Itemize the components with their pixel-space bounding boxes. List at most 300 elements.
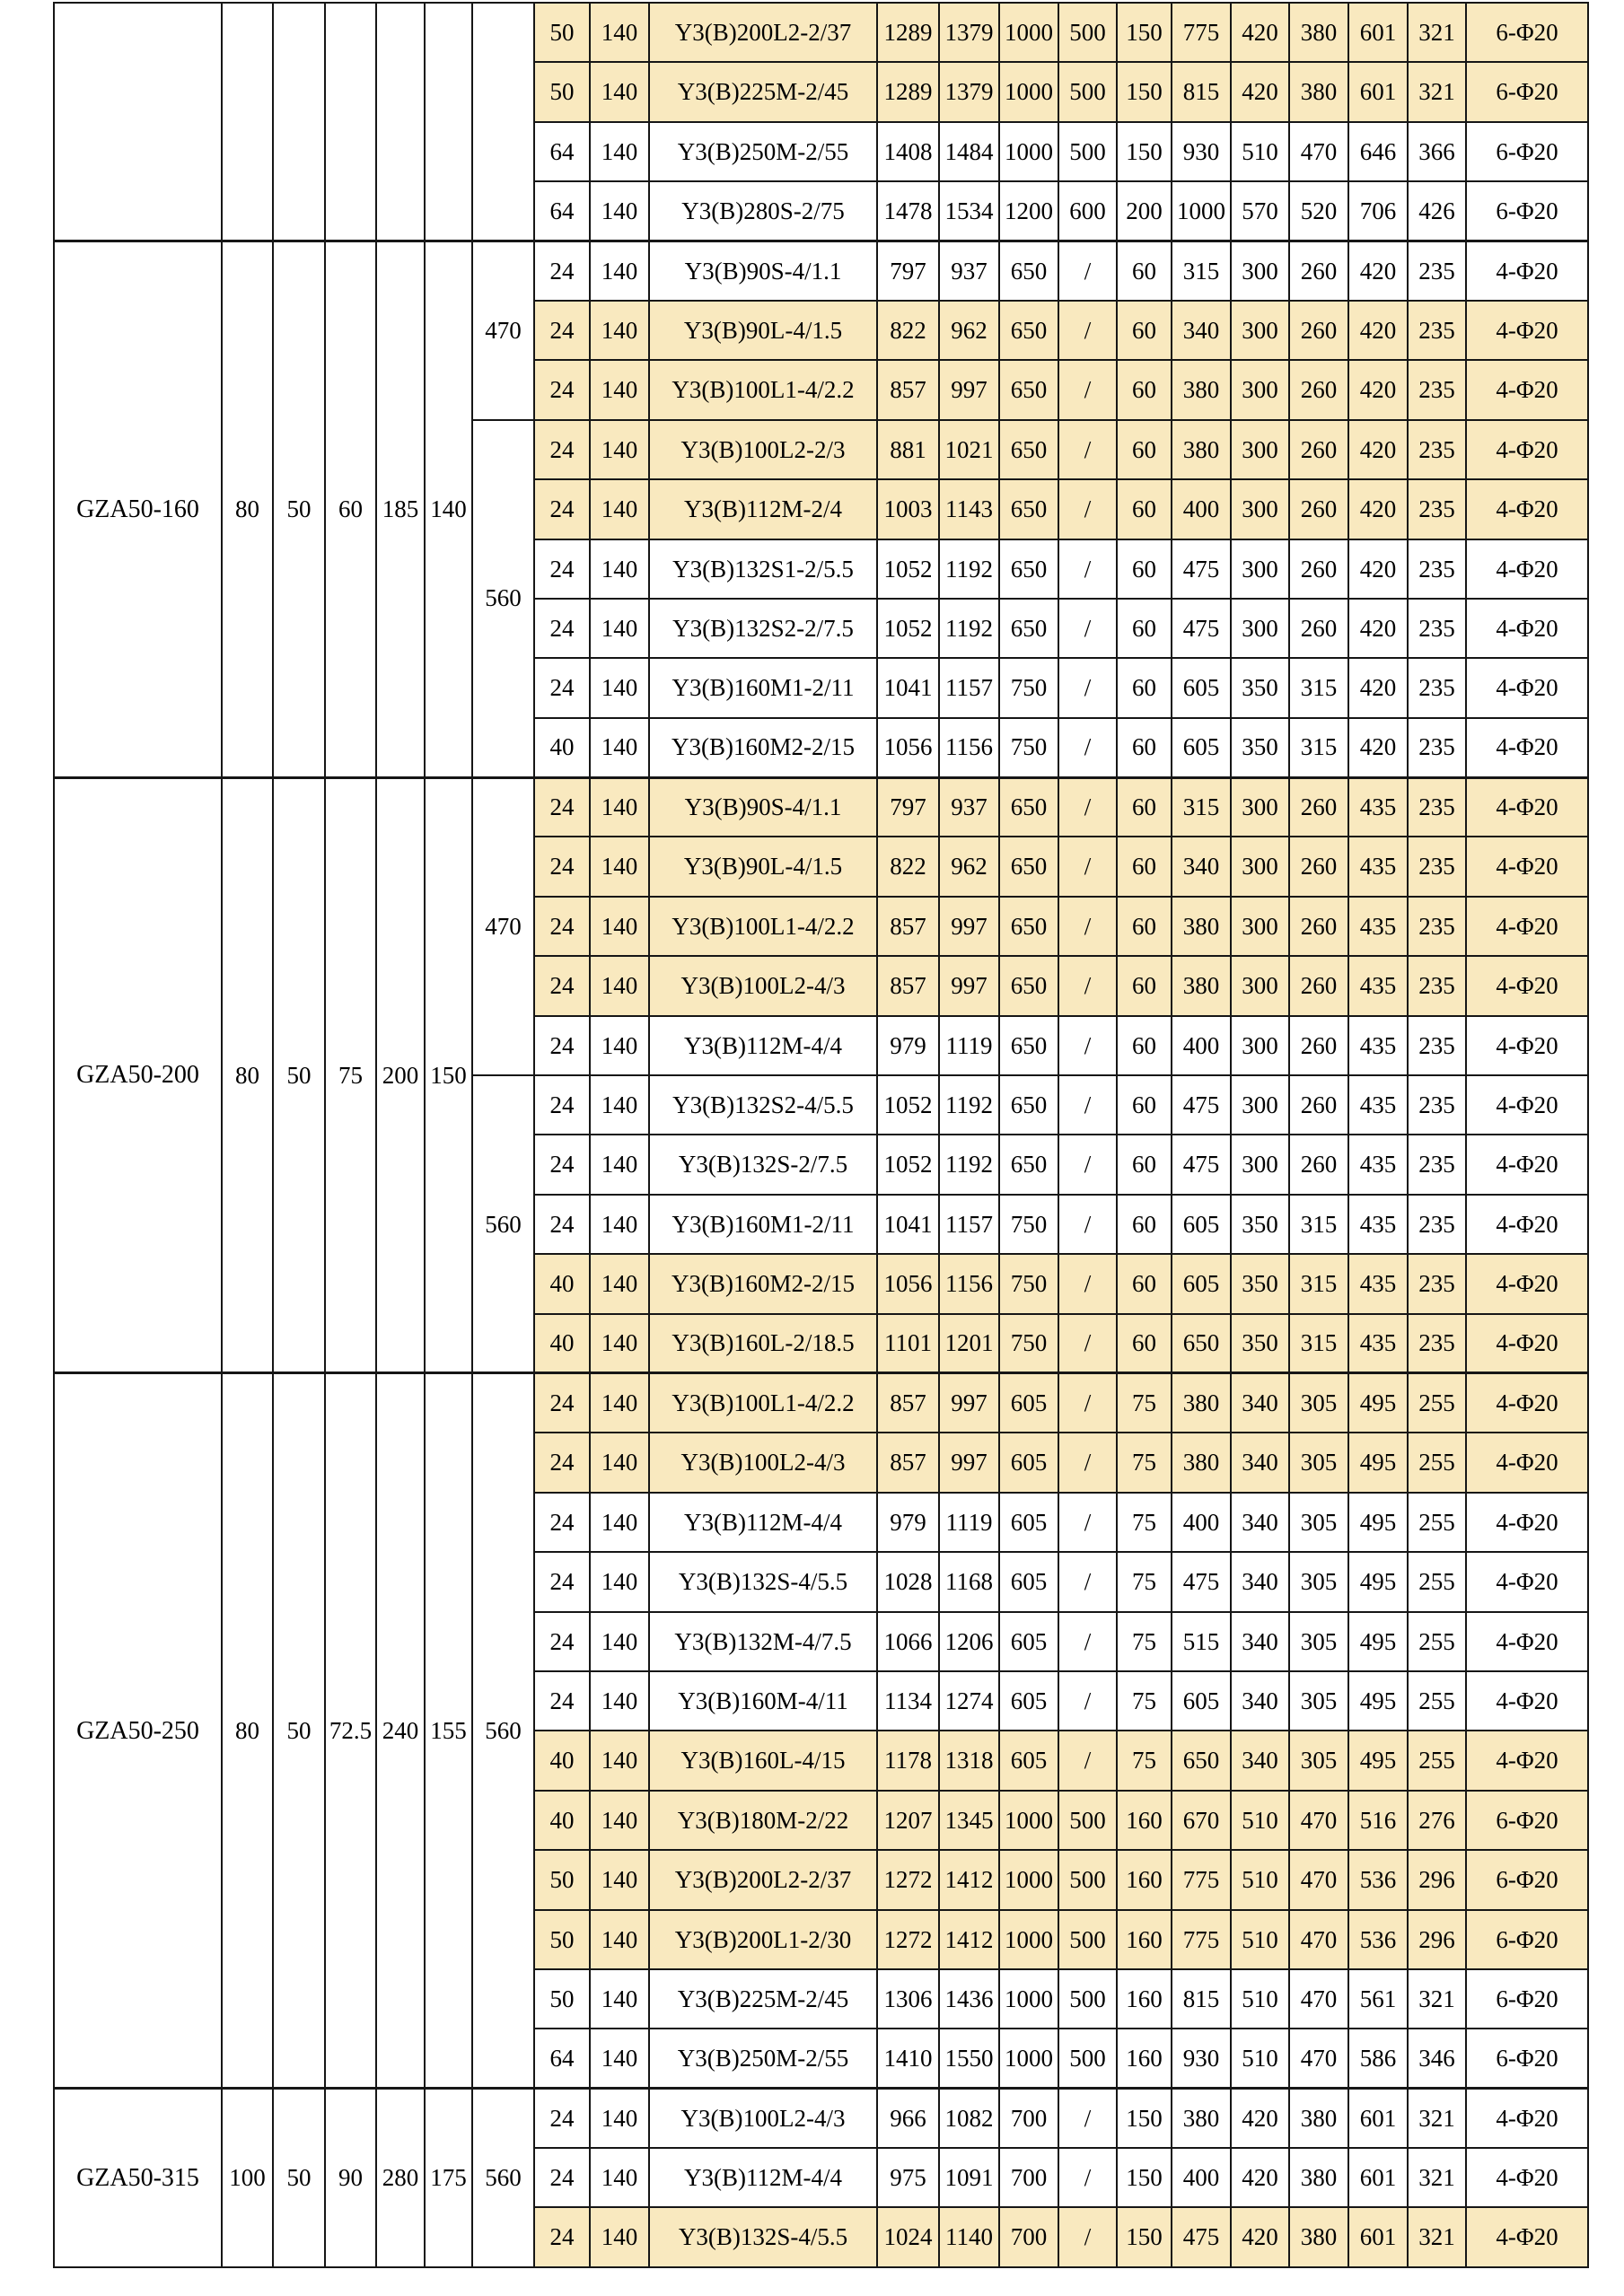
spec-cell: 150: [1117, 2207, 1172, 2266]
spec-cell: 1192: [939, 599, 999, 658]
spec-cell: /: [1058, 1612, 1117, 1671]
spec-cell: 260: [1289, 1135, 1348, 1194]
spec-cell: 24: [534, 1373, 590, 1433]
spec-cell: Y3(B)160M1-2/11: [649, 658, 877, 717]
spec-cell: 140: [590, 777, 649, 837]
spec-cell: 495: [1348, 1612, 1408, 1671]
spec-cell: 1066: [877, 1612, 939, 1671]
spec-cell: 822: [877, 301, 939, 360]
spec-cell: 4-Φ20: [1466, 1373, 1588, 1433]
spec-cell: Y3(B)100L2-4/3: [649, 1433, 877, 1492]
spec-cell: 24: [534, 539, 590, 599]
spec-cell: /: [1058, 837, 1117, 896]
spec-cell: 997: [939, 1433, 999, 1492]
spec-cell: 300: [1231, 837, 1289, 896]
spec-cell: Y3(B)160M2-2/15: [649, 718, 877, 777]
spec-cell: 300: [1231, 420, 1289, 479]
spec-cell: /: [1058, 301, 1117, 360]
spec-cell: 962: [939, 301, 999, 360]
spec-cell: 1156: [939, 718, 999, 777]
spec-cell: 321: [1408, 2089, 1466, 2148]
spec-cell: 140: [590, 897, 649, 956]
dimension-cell: [273, 3, 325, 241]
spec-cell: 1274: [939, 1671, 999, 1731]
spec-cell: 315: [1289, 658, 1348, 717]
spec-cell: 1436: [939, 1969, 999, 2029]
spec-cell: 857: [877, 360, 939, 419]
spec-cell: 857: [877, 897, 939, 956]
spec-cell: 435: [1348, 956, 1408, 1015]
spec-cell: Y3(B)200L2-2/37: [649, 3, 877, 62]
spec-cell: 601: [1348, 2148, 1408, 2207]
spec-cell: 75: [1117, 1671, 1172, 1731]
spec-cell: 420: [1231, 2089, 1289, 2148]
spec-cell: 605: [1172, 658, 1231, 717]
spec-cell: 60: [1117, 837, 1172, 896]
spec-cell: 1024: [877, 2207, 939, 2266]
spec-cell: 4-Φ20: [1466, 956, 1588, 1015]
spec-cell: 601: [1348, 2089, 1408, 2148]
spec-cell: 400: [1172, 1016, 1231, 1075]
spec-cell: 235: [1408, 420, 1466, 479]
spec-cell: 400: [1172, 2148, 1231, 2207]
spec-cell: 4-Φ20: [1466, 2207, 1588, 2266]
dimension-cell: 175: [425, 2089, 472, 2267]
spec-cell: 305: [1289, 1612, 1348, 1671]
spec-cell: 4-Φ20: [1466, 360, 1588, 419]
spec-cell: 340: [1231, 1433, 1289, 1492]
spec-cell: 500: [1058, 2029, 1117, 2088]
spec-cell: 1091: [939, 2148, 999, 2207]
spec-cell: 1550: [939, 2029, 999, 2088]
spec-cell: 235: [1408, 360, 1466, 419]
table-row: [54, 1373, 1588, 1433]
spec-cell: 650: [999, 1016, 1058, 1075]
spec-cell: 380: [1172, 956, 1231, 1015]
spec-cell: 60: [1117, 1254, 1172, 1313]
spec-cell: 40: [534, 1791, 590, 1850]
spec-cell: 979: [877, 1016, 939, 1075]
spec-cell: 296: [1408, 1850, 1466, 1909]
spec-cell: 435: [1348, 777, 1408, 837]
spec-cell: 60: [1117, 1016, 1172, 1075]
spec-cell: 475: [1172, 1075, 1231, 1135]
spec-cell: 140: [590, 1314, 649, 1373]
spec-cell: 4-Φ20: [1466, 2148, 1588, 2207]
spec-cell: Y3(B)90S-4/1.1: [649, 777, 877, 837]
spec-cell: 420: [1348, 420, 1408, 479]
spec-cell: 997: [939, 360, 999, 419]
spec-cell: 700: [999, 2089, 1058, 2148]
spec-cell: Y3(B)100L2-4/3: [649, 2089, 877, 2148]
spec-cell: 235: [1408, 539, 1466, 599]
spec-cell: 140: [590, 1135, 649, 1194]
spec-cell: 255: [1408, 1493, 1466, 1552]
spec-cell: 235: [1408, 1254, 1466, 1313]
spec-cell: 24: [534, 420, 590, 479]
spec-cell: 340: [1231, 1552, 1289, 1611]
spec-cell: 937: [939, 777, 999, 837]
spec-cell: 1408: [877, 122, 939, 181]
spec-cell: 260: [1289, 241, 1348, 301]
spec-cell: 340: [1231, 1731, 1289, 1790]
spec-cell: 1192: [939, 1135, 999, 1194]
spec-cell: 857: [877, 1433, 939, 1492]
spec-cell: 350: [1231, 1314, 1289, 1373]
spec-cell: 1000: [999, 1969, 1058, 2029]
spec-cell: 6-Φ20: [1466, 181, 1588, 241]
spec-cell: 605: [999, 1493, 1058, 1552]
spec-cell: 321: [1408, 2207, 1466, 2266]
spec-cell: 605: [1172, 1671, 1231, 1731]
spec-cell: 706: [1348, 181, 1408, 241]
spec-cell: 1134: [877, 1671, 939, 1731]
spec-cell: 650: [999, 479, 1058, 539]
spec-cell: Y3(B)160L-2/18.5: [649, 1314, 877, 1373]
spec-cell: Y3(B)112M-4/4: [649, 1016, 877, 1075]
spec-cell: 1056: [877, 1254, 939, 1313]
spec-cell: 140: [590, 2207, 649, 2266]
spec-cell: 380: [1172, 360, 1231, 419]
spec-cell: Y3(B)160M2-2/15: [649, 1254, 877, 1313]
spec-cell: 6-Φ20: [1466, 1910, 1588, 1969]
spec-cell: 64: [534, 122, 590, 181]
spec-cell: 1000: [999, 62, 1058, 121]
spec-cell: 605: [999, 1612, 1058, 1671]
spec-cell: 601: [1348, 2207, 1408, 2266]
spec-cell: 4-Φ20: [1466, 837, 1588, 896]
spec-cell: 470: [1289, 122, 1348, 181]
spec-cell: 420: [1231, 2207, 1289, 2266]
spec-cell: 1000: [1172, 181, 1231, 241]
spec-cell: 140: [590, 3, 649, 62]
spec-cell: 4-Φ20: [1466, 241, 1588, 301]
spec-cell: 60: [1117, 599, 1172, 658]
spec-cell: Y3(B)112M-4/4: [649, 2148, 877, 2207]
spec-cell: 305: [1289, 1671, 1348, 1731]
spec-cell: Y3(B)112M-2/4: [649, 479, 877, 539]
spec-cell: 24: [534, 1135, 590, 1194]
spec-cell: 1052: [877, 539, 939, 599]
dimension-cell: 280: [376, 2089, 425, 2267]
spec-cell: 64: [534, 181, 590, 241]
spec-cell: 857: [877, 956, 939, 1015]
spec-cell: 1101: [877, 1314, 939, 1373]
spec-cell: 470: [1289, 2029, 1348, 2088]
spec-cell: 435: [1348, 1016, 1408, 1075]
spec-cell: 4-Φ20: [1466, 1493, 1588, 1552]
spec-cell: 601: [1348, 3, 1408, 62]
spec-cell: 140: [590, 2089, 649, 2148]
spec-cell: 340: [1231, 1612, 1289, 1671]
spec-cell: 6-Φ20: [1466, 122, 1588, 181]
spec-cell: 350: [1231, 658, 1289, 717]
spec-cell: 435: [1348, 1195, 1408, 1254]
spec-cell: 815: [1172, 62, 1231, 121]
model-name-cell: [54, 3, 222, 241]
spec-cell: /: [1058, 1731, 1117, 1790]
spec-cell: 300: [1231, 1075, 1289, 1135]
spec-cell: 4-Φ20: [1466, 1016, 1588, 1075]
spec-cell: 1207: [877, 1791, 939, 1850]
spec-cell: 140: [590, 2029, 649, 2088]
spec-cell: /: [1058, 360, 1117, 419]
spec-cell: 4-Φ20: [1466, 897, 1588, 956]
spec-cell: 60: [1117, 479, 1172, 539]
spec-cell: 1000: [999, 122, 1058, 181]
spec-cell: 260: [1289, 897, 1348, 956]
spec-cell: Y3(B)160M1-2/11: [649, 1195, 877, 1254]
spec-cell: 495: [1348, 1731, 1408, 1790]
spec-cell: 500: [1058, 3, 1117, 62]
spec-cell: 420: [1348, 658, 1408, 717]
spec-cell: 160: [1117, 1791, 1172, 1850]
spec-cell: 60: [1117, 420, 1172, 479]
spec-cell: 235: [1408, 1075, 1466, 1135]
spec-cell: 495: [1348, 1671, 1408, 1731]
spec-cell: 24: [534, 1075, 590, 1135]
spec-cell: Y3(B)132M-4/7.5: [649, 1612, 877, 1671]
spec-cell: 750: [999, 1254, 1058, 1313]
spec-cell: 4-Φ20: [1466, 1552, 1588, 1611]
spec-cell: 510: [1231, 2029, 1289, 2088]
spec-cell: Y3(B)100L2-4/3: [649, 956, 877, 1015]
spec-cell: 315: [1172, 241, 1231, 301]
spec-cell: 60: [1117, 360, 1172, 419]
spec-cell: 605: [999, 1433, 1058, 1492]
spec-cell: 500: [1058, 122, 1117, 181]
spec-cell: 650: [999, 837, 1058, 896]
spec-cell: 1021: [939, 420, 999, 479]
spec-cell: 4-Φ20: [1466, 479, 1588, 539]
spec-cell: 235: [1408, 1195, 1466, 1254]
spec-cell: Y3(B)250M-2/55: [649, 2029, 877, 2088]
spec-cell: Y3(B)132S2-2/7.5: [649, 599, 877, 658]
spec-cell: 495: [1348, 1433, 1408, 1492]
spec-cell: 140: [590, 1910, 649, 1969]
spec-cell: 1272: [877, 1910, 939, 1969]
spec-cell: 1201: [939, 1314, 999, 1373]
spec-cell: 1000: [999, 1850, 1058, 1909]
spec-cell: 1289: [877, 62, 939, 121]
spec-cell: 321: [1408, 1969, 1466, 2029]
spec-cell: 50: [534, 1850, 590, 1909]
speed-cell: 470: [472, 241, 534, 420]
spec-cell: Y3(B)160M-4/11: [649, 1671, 877, 1731]
spec-cell: Y3(B)112M-4/4: [649, 1493, 877, 1552]
spec-table: [53, 2, 1589, 2268]
spec-cell: 1041: [877, 658, 939, 717]
dimension-cell: 155: [425, 1373, 472, 2089]
spec-cell: 4-Φ20: [1466, 1433, 1588, 1492]
dimension-cell: 90: [325, 2089, 376, 2267]
spec-cell: 140: [590, 1195, 649, 1254]
spec-cell: 475: [1172, 2207, 1231, 2266]
spec-cell: 40: [534, 1314, 590, 1373]
spec-cell: Y3(B)100L1-4/2.2: [649, 897, 877, 956]
spec-cell: 6-Φ20: [1466, 62, 1588, 121]
spec-cell: 6-Φ20: [1466, 1969, 1588, 2029]
spec-cell: 997: [939, 897, 999, 956]
spec-cell: 495: [1348, 1373, 1408, 1433]
spec-cell: 315: [1289, 1254, 1348, 1313]
spec-cell: 60: [1117, 718, 1172, 777]
spec-cell: Y3(B)280S-2/75: [649, 181, 877, 241]
spec-cell: 561: [1348, 1969, 1408, 2029]
dimension-cell: 80: [222, 777, 273, 1373]
spec-cell: Y3(B)90L-4/1.5: [649, 301, 877, 360]
spec-cell: 255: [1408, 1552, 1466, 1611]
spec-cell: 536: [1348, 1910, 1408, 1969]
spec-cell: 1478: [877, 181, 939, 241]
spec-cell: 140: [590, 2148, 649, 2207]
spec-cell: /: [1058, 718, 1117, 777]
spec-cell: Y3(B)132S-2/7.5: [649, 1135, 877, 1194]
spec-cell: 605: [1172, 1254, 1231, 1313]
spec-cell: /: [1058, 1195, 1117, 1254]
spec-cell: 315: [1289, 718, 1348, 777]
spec-cell: Y3(B)225M-2/45: [649, 62, 877, 121]
spec-cell: 140: [590, 1731, 649, 1790]
spec-cell: 1206: [939, 1612, 999, 1671]
spec-cell: /: [1058, 1254, 1117, 1313]
dimension-cell: 80: [222, 1373, 273, 2089]
spec-cell: 60: [1117, 1075, 1172, 1135]
spec-cell: 60: [1117, 1314, 1172, 1373]
spec-cell: 305: [1289, 1493, 1348, 1552]
spec-cell: Y3(B)132S-4/5.5: [649, 2207, 877, 2266]
spec-cell: 4-Φ20: [1466, 1612, 1588, 1671]
spec-cell: 420: [1348, 718, 1408, 777]
spec-cell: 1306: [877, 1969, 939, 2029]
spec-cell: 300: [1231, 956, 1289, 1015]
spec-cell: 937: [939, 241, 999, 301]
spec-cell: 966: [877, 2089, 939, 2148]
spec-cell: 1041: [877, 1195, 939, 1254]
spec-cell: 160: [1117, 2029, 1172, 2088]
spec-cell: /: [1058, 1314, 1117, 1373]
spec-cell: 235: [1408, 1314, 1466, 1373]
spec-cell: 300: [1231, 599, 1289, 658]
spec-cell: 340: [1231, 1671, 1289, 1731]
spec-cell: 930: [1172, 2029, 1231, 2088]
spec-cell: Y3(B)132S1-2/5.5: [649, 539, 877, 599]
spec-cell: 235: [1408, 837, 1466, 896]
spec-cell: /: [1058, 2207, 1117, 2266]
spec-cell: 380: [1172, 1373, 1231, 1433]
spec-cell: Y3(B)200L1-2/30: [649, 1910, 877, 1969]
spec-cell: 140: [590, 539, 649, 599]
speed-cell: [472, 3, 534, 241]
spec-cell: 815: [1172, 1969, 1231, 2029]
spec-cell: 650: [999, 956, 1058, 1015]
spec-cell: 380: [1172, 1433, 1231, 1492]
spec-cell: 470: [1289, 1910, 1348, 1969]
table-row: [54, 777, 1588, 837]
spec-cell: 321: [1408, 62, 1466, 121]
spec-cell: 1052: [877, 1075, 939, 1135]
spec-cell: 4-Φ20: [1466, 1731, 1588, 1790]
spec-cell: 586: [1348, 2029, 1408, 2088]
spec-cell: 150: [1117, 3, 1172, 62]
spec-cell: 260: [1289, 420, 1348, 479]
spec-cell: 420: [1348, 241, 1408, 301]
spec-cell: 255: [1408, 1612, 1466, 1671]
spec-cell: 60: [1117, 956, 1172, 1015]
spec-cell: 75: [1117, 1373, 1172, 1433]
spec-cell: 260: [1289, 539, 1348, 599]
spec-cell: /: [1058, 1493, 1117, 1552]
spec-cell: 24: [534, 777, 590, 837]
spec-cell: 516: [1348, 1791, 1408, 1850]
spec-cell: 24: [534, 1433, 590, 1492]
spec-cell: 140: [590, 1373, 649, 1433]
spec-cell: 1410: [877, 2029, 939, 2088]
dimension-cell: 200: [376, 777, 425, 1373]
spec-cell: 140: [590, 181, 649, 241]
spec-cell: Y3(B)250M-2/55: [649, 122, 877, 181]
spec-cell: /: [1058, 1075, 1117, 1135]
spec-cell: 260: [1289, 599, 1348, 658]
spec-cell: 797: [877, 777, 939, 837]
spec-cell: 420: [1231, 3, 1289, 62]
spec-cell: 260: [1289, 956, 1348, 1015]
spec-cell: 650: [999, 777, 1058, 837]
spec-cell: 235: [1408, 777, 1466, 837]
spec-cell: 475: [1172, 539, 1231, 599]
spec-cell: /: [1058, 1552, 1117, 1611]
spec-table-container: [53, 2, 1589, 2268]
spec-cell: 340: [1231, 1373, 1289, 1433]
spec-cell: 600: [1058, 181, 1117, 241]
spec-cell: /: [1058, 658, 1117, 717]
spec-cell: 50: [534, 1969, 590, 2029]
spec-cell: 510: [1231, 1791, 1289, 1850]
spec-cell: 1082: [939, 2089, 999, 2148]
spec-cell: 4-Φ20: [1466, 1314, 1588, 1373]
spec-cell: 60: [1117, 777, 1172, 837]
spec-cell: 4-Φ20: [1466, 599, 1588, 658]
speed-cell: 560: [472, 1373, 534, 2089]
spec-cell: 24: [534, 1493, 590, 1552]
spec-cell: 300: [1231, 301, 1289, 360]
spec-cell: 60: [1117, 301, 1172, 360]
spec-cell: 797: [877, 241, 939, 301]
spec-cell: 426: [1408, 181, 1466, 241]
spec-cell: 435: [1348, 1254, 1408, 1313]
spec-cell: Y3(B)100L1-4/2.2: [649, 360, 877, 419]
spec-cell: 160: [1117, 1850, 1172, 1909]
spec-cell: 24: [534, 837, 590, 896]
spec-cell: 435: [1348, 897, 1408, 956]
spec-cell: 300: [1231, 360, 1289, 419]
spec-cell: 24: [534, 599, 590, 658]
spec-cell: 150: [1117, 2148, 1172, 2207]
spec-cell: 700: [999, 2148, 1058, 2207]
spec-cell: 296: [1408, 1910, 1466, 1969]
spec-cell: 140: [590, 1433, 649, 1492]
spec-cell: 750: [999, 1314, 1058, 1373]
spec-cell: 1003: [877, 479, 939, 539]
spec-cell: 536: [1348, 1850, 1408, 1909]
spec-cell: 605: [1172, 718, 1231, 777]
spec-cell: 300: [1231, 539, 1289, 599]
spec-cell: 350: [1231, 718, 1289, 777]
spec-cell: 346: [1408, 2029, 1466, 2088]
dimension-cell: 60: [325, 241, 376, 778]
spec-cell: 140: [590, 956, 649, 1015]
spec-cell: 140: [590, 122, 649, 181]
